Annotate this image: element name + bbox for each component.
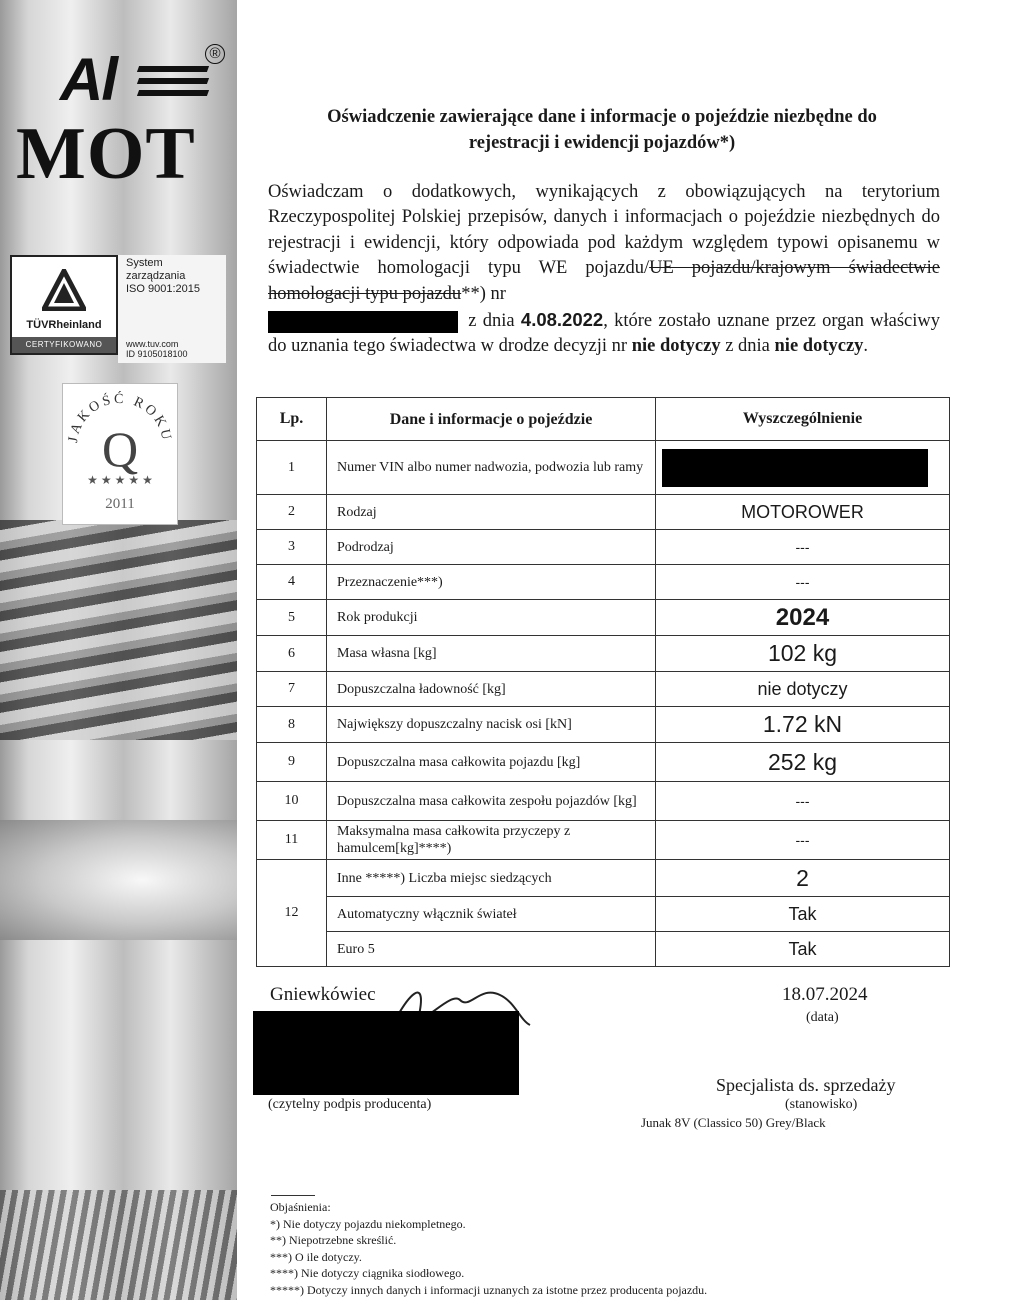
row-value: 2: [656, 860, 950, 897]
row-value: 252 kg: [656, 743, 950, 782]
statement-paragraph: [268, 180, 940, 360]
tuv-web: www.tuv.com: [126, 339, 179, 349]
table-row: [257, 636, 950, 672]
statement-text: z dnia: [725, 336, 770, 357]
iso-info-box: [118, 255, 226, 363]
tuv-web-id: [126, 339, 188, 359]
row-name: Euro 5: [327, 932, 656, 967]
row-name: Numer VIN albo numer nadwozia, podwozia lub ramy: [327, 441, 656, 495]
header-lp: Lp.: [257, 398, 327, 441]
tuv-certificate-badge: [10, 255, 118, 355]
vehicle-model: Junak 8V (Classico 50) Grey/Black: [641, 1115, 826, 1130]
table-row: [257, 782, 950, 821]
brand-logo-bars: [138, 66, 208, 102]
title-line-1: Oświadczenie zawierające dane i informacje o pojeździe niezbędne do: [327, 107, 877, 127]
note-item: *) Nie dotyczy pojazdu niekompletnego.: [270, 1216, 466, 1231]
table-row: [257, 707, 950, 743]
row-name: Rok produkcji: [327, 600, 656, 636]
row-lp: 8: [257, 707, 327, 743]
row-lp: 11: [257, 821, 327, 860]
row-name: Masa własna [kg]: [327, 636, 656, 672]
row-value: 2024: [656, 600, 950, 636]
row-name: Automatyczny włącznik świateł: [327, 897, 656, 932]
notes-divider: [271, 1195, 315, 1196]
tuv-certified-label: CERTYFIKOWANO: [12, 337, 116, 353]
statement-text: z dnia: [468, 311, 515, 332]
piston-illustration: [0, 820, 237, 940]
cylinder-fins-illustration: [0, 520, 237, 740]
signature-caption: (czytelny podpis producenta): [268, 1097, 432, 1112]
tuv-id: ID 9105018100: [126, 349, 188, 359]
row-value: ---: [656, 821, 950, 860]
row-name: Dopuszczalna masa całkowita zespołu pojazdów [kg]: [327, 782, 656, 821]
table-row: [257, 530, 950, 565]
award-year: 2011: [105, 496, 135, 512]
row-value: nie dotyczy: [656, 672, 950, 707]
position-caption: (stanowisko): [785, 1097, 858, 1112]
row-name: Maksymalna masa całkowita przyczepy z hamulcem[kg]****): [327, 821, 656, 860]
row-lp: 9: [257, 743, 327, 782]
tuv-triangle-icon: [42, 269, 86, 311]
row-value: Tak: [656, 897, 950, 932]
row-name: Dopuszczalna ładowność [kg]: [327, 672, 656, 707]
statement-text: , które zostało uznane przez organ właściwy do uznania tego świadectwa w drodze decyzji nr: [268, 311, 941, 357]
brand-logo-mot: MOT: [16, 113, 196, 195]
table-row: [257, 932, 950, 967]
row-value: MOTOROWER: [656, 495, 950, 530]
row-lp: 7: [257, 672, 327, 707]
row-value: ---: [656, 530, 950, 565]
row-lp: 2: [257, 495, 327, 530]
row-value: Tak: [656, 932, 950, 967]
row-lp: 1: [257, 441, 327, 495]
note-item: ****) Nie dotyczy ciągnika siodłowego.: [270, 1266, 465, 1281]
table-row: [257, 672, 950, 707]
row-lp: 5: [257, 600, 327, 636]
title-line-2: rejestracji i ewidencji pojazdów*): [468, 133, 736, 153]
star-icons: ★ ★ ★ ★ ★: [87, 473, 153, 487]
table-row: [257, 897, 950, 932]
table-header-row: [257, 398, 950, 441]
sprocket-illustration: [0, 1190, 237, 1300]
table-row: [257, 860, 950, 897]
quality-award-badge: [62, 383, 178, 525]
row-name: Podrodzaj: [327, 530, 656, 565]
row-name: Największy dopuszczalny nacisk osi [kN]: [327, 707, 656, 743]
document-date: 18.07.2024: [782, 984, 868, 1005]
iso-text: [126, 257, 200, 296]
homologation-date: 4.08.2022: [520, 309, 604, 331]
header-name: Dane i informacje o pojeździe: [327, 398, 656, 441]
date-caption: (data): [806, 1010, 839, 1025]
row-value: ---: [656, 565, 950, 600]
row-name: Dopuszczalna masa całkowita pojazdu [kg]: [327, 743, 656, 782]
signatory-position: Specjalista ds. sprzedaży: [716, 1075, 896, 1095]
quality-award-emblem: [63, 384, 177, 496]
vehicle-data-table: [256, 397, 950, 967]
iso-line: zarządzania: [126, 270, 186, 282]
row-value: [656, 441, 950, 495]
statement-text: .: [863, 336, 869, 357]
row-value: ---: [656, 782, 950, 821]
redacted-homologation-number: [268, 311, 458, 333]
decision-number: nie dotyczy: [631, 336, 721, 357]
note-item: ***) O ile dotyczy.: [270, 1249, 362, 1264]
decorative-side-strip: [0, 0, 237, 1300]
table-row: [257, 821, 950, 860]
row-lp: 12: [257, 860, 327, 967]
footnotes: [270, 1199, 707, 1299]
iso-line: System: [126, 257, 163, 269]
row-name: Rodzaj: [327, 495, 656, 530]
award-arc-text: JAKOŚĆ ROKU: [66, 391, 175, 444]
table-row: [257, 495, 950, 530]
table-row: [257, 600, 950, 636]
registered-mark: ®: [205, 44, 225, 64]
iso-line: ISO 9001:2015: [126, 283, 201, 295]
row-lp: 10: [257, 782, 327, 821]
row-lp: 6: [257, 636, 327, 672]
row-name: Przeznaczenie***): [327, 565, 656, 600]
row-lp: 3: [257, 530, 327, 565]
decision-date: nie dotyczy: [774, 336, 864, 357]
row-value: 1.72 kN: [656, 707, 950, 743]
table-row: [257, 441, 950, 495]
statement-text: Oświadczam o dodatkowych, wynikających z obowiązujących na terytorium Rzeczypospolitej Polskiej przepisów, danych i informacjach o pojeździe niezbędnych do rejestracji i ewidencji, który odpowiada pod każdym względem typowi opisanemu w świadectwie homologacji typu WE pojazdu/: [268, 182, 940, 279]
statement-text: **) nr: [461, 283, 506, 304]
redacted-signature: [253, 1011, 519, 1095]
note-item: **) Niepotrzebne skreślić.: [270, 1233, 397, 1248]
header-value: Wyszczególnienie: [656, 398, 950, 441]
document-title: [262, 104, 942, 156]
notes-heading: Objaśnienia:: [270, 1200, 331, 1214]
place-name: Gniewkówiec: [270, 984, 376, 1005]
note-item: *****) Dotyczy innych danych i informacji uznanych za istotne przez producenta pojazdu.: [270, 1282, 708, 1297]
redacted-vin: [662, 449, 928, 487]
row-name: Inne *****) Liczba miejsc siedzących: [327, 860, 656, 897]
brand-logo-al: Al: [60, 46, 116, 113]
award-letter: Q: [101, 421, 139, 477]
row-lp: 4: [257, 565, 327, 600]
row-value: 102 kg: [656, 636, 950, 672]
struck-text: UE pojazdu/krajowym świadectwie homologacji typu pojazdu: [268, 258, 941, 304]
table-row: [257, 743, 950, 782]
tuv-name: TÜVRheinland: [26, 319, 102, 331]
table-row: [257, 565, 950, 600]
